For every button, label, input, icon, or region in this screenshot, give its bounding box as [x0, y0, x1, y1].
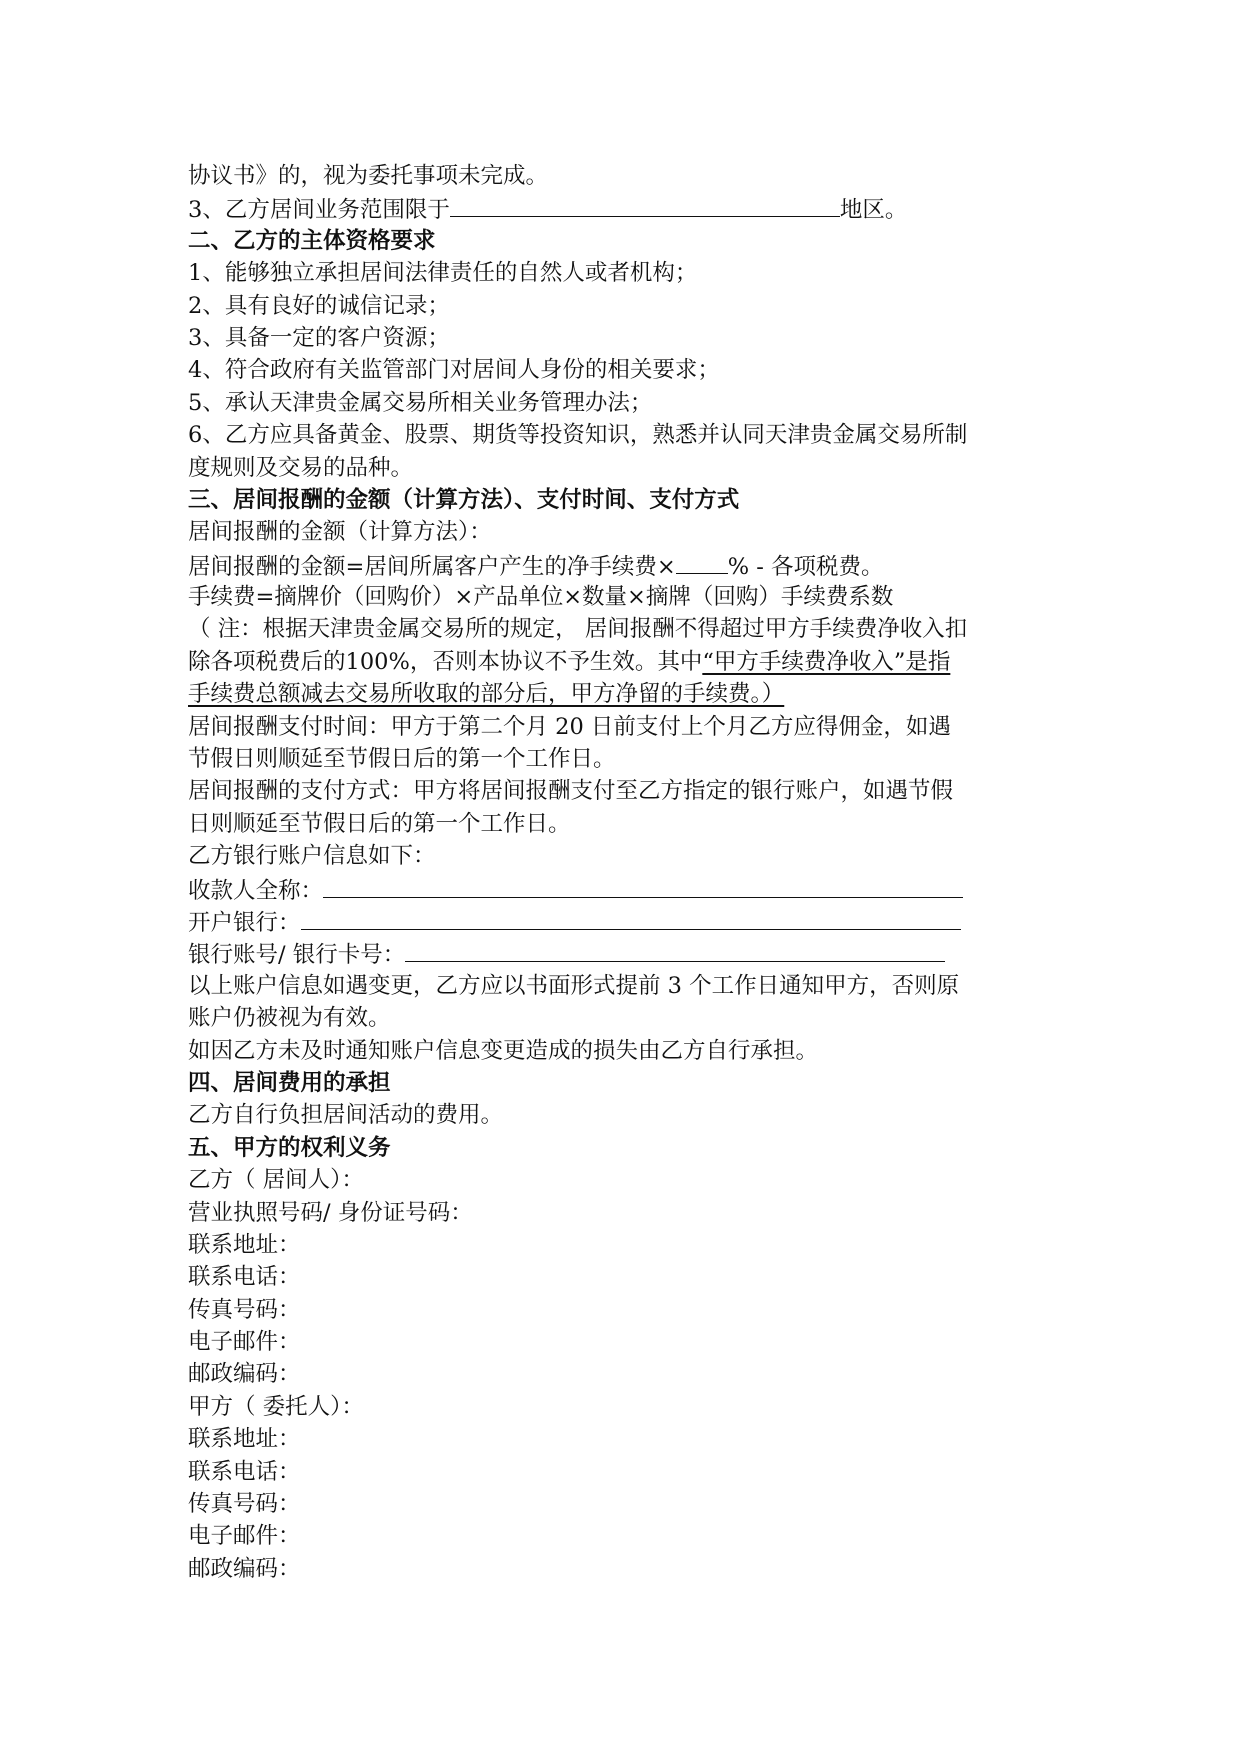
scope-suffix: 地区。	[839, 197, 908, 224]
party-b-fax-label: 传真号码：	[188, 1296, 301, 1323]
party-a-email-label: 电子邮件：	[188, 1523, 301, 1550]
party-a-phone-label: 联系电话：	[188, 1458, 301, 1485]
pay-method-line-1: 居间报酬的支付方式：甲方将居间报酬支付至乙方指定的银行账户，如遇节假	[188, 778, 954, 805]
change-notice-line-2: 账户仍被视为有效。	[188, 1005, 391, 1032]
section-heading-2: 二、乙方的主体资格要求	[188, 227, 436, 254]
bank-label: 开户银行：	[188, 909, 301, 936]
requirement-6-line-1: 6、乙方应具备黄金、股票、期货等投资知识，熟悉并认同天津贵金属交易所制	[188, 422, 968, 449]
cost-text: 乙方自行负担居间活动的费用。	[188, 1102, 504, 1129]
party-b-label: 乙方（ 居间人）：	[188, 1167, 364, 1194]
requirement-4: 4、符合政府有关监管部门对居间人身份的相关要求；	[188, 357, 720, 384]
account-row	[188, 937, 1068, 969]
party-b-phone-label: 联系电话：	[188, 1264, 301, 1291]
party-a-label: 甲方（ 委托人）：	[188, 1393, 364, 1420]
requirement-3: 3、具备一定的客户资源；	[188, 324, 450, 351]
party-a-postcode-label: 邮政编码：	[188, 1555, 301, 1582]
pay-method-line-2: 日则顺延至节假日后的第一个工作日。	[188, 810, 571, 837]
requirement-6-line-2: 度规则及交易的品种。	[188, 454, 414, 481]
amount-label: 居间报酬的金额（计算方法）：	[188, 519, 492, 546]
note-line-2-plain: 除各项税费后的100%，否则本协议不予生效。其中	[188, 648, 703, 675]
fee-formula: 手续费=摘牌价（回购价）×产品单位×数量×摘牌（回购）手续费系数	[188, 584, 894, 611]
party-b-email-label: 电子邮件：	[188, 1329, 301, 1356]
note-line-1: （ 注：根据天津贵金属交易所的规定， 居间报酬不得超过甲方手续费净收入扣	[188, 616, 968, 643]
amount-formula-suffix: % - 各项税费。	[727, 553, 884, 580]
bank-row	[188, 905, 1068, 937]
percentage-blank-field[interactable]	[676, 549, 728, 574]
region-blank-field[interactable]	[450, 192, 840, 217]
document-page	[188, 160, 1068, 1585]
amount-formula	[188, 549, 1068, 581]
pay-time-line-1: 居间报酬支付时间：甲方于第二个月 20 日前支付上个月乙方应得佣金，如遇	[188, 713, 951, 740]
requirement-5: 5、承认天津贵金属交易所相关业务管理办法；	[188, 389, 653, 416]
party-b-postcode-label: 邮政编码：	[188, 1361, 301, 1388]
payee-label: 收款人全称：	[188, 877, 324, 904]
paragraph-scope	[188, 192, 1068, 224]
bank-info-label: 乙方银行账户信息如下：	[188, 843, 436, 870]
party-a-address-label: 联系地址：	[188, 1426, 301, 1453]
amount-formula-prefix: 居间报酬的金额=居间所属客户产生的净手续费×	[188, 553, 676, 580]
pay-time-line-2: 节假日则顺延至节假日后的第一个工作日。	[188, 746, 616, 773]
paragraph-intro: 协议书》的，视为委托事项未完成。	[188, 163, 549, 189]
note-line-3-underlined: 手续费总额减去交易所收取的部分后，甲方净留的手续费。）	[188, 681, 785, 708]
bank-name-field[interactable]	[301, 905, 961, 930]
section-heading-3: 三、居间报酬的金额（计算方法）、支付时间、支付方式	[188, 486, 740, 513]
note-line-3	[188, 678, 1068, 710]
account-number-field[interactable]	[405, 937, 945, 962]
license-label: 营业执照号码/ 身份证号码：	[188, 1199, 473, 1226]
note-line-2-underlined: “甲方手续费净收入”是指	[702, 648, 951, 675]
scope-prefix: 3、乙方居间业务范围限于	[188, 197, 450, 224]
requirement-2: 2、具有良好的诚信记录；	[188, 292, 450, 319]
payee-row	[188, 873, 1068, 905]
section-heading-5: 五、甲方的权利义务	[188, 1134, 391, 1161]
note-line-2	[188, 646, 1068, 678]
requirement-1: 1、能够独立承担居间法律责任的自然人或者机构；	[188, 260, 698, 287]
loss-notice: 如因乙方未及时通知账户信息变更造成的损失由乙方自行承担。	[188, 1037, 819, 1064]
party-a-fax-label: 传真号码：	[188, 1491, 301, 1518]
account-label: 银行账号/ 银行卡号：	[188, 942, 406, 969]
change-notice-line-1: 以上账户信息如遇变更，乙方应以书面形式提前 3 个工作日通知甲方，否则原	[188, 972, 960, 999]
section-heading-4: 四、居间费用的承担	[188, 1069, 391, 1096]
payee-name-field[interactable]	[323, 873, 963, 898]
party-b-address-label: 联系地址：	[188, 1231, 301, 1258]
